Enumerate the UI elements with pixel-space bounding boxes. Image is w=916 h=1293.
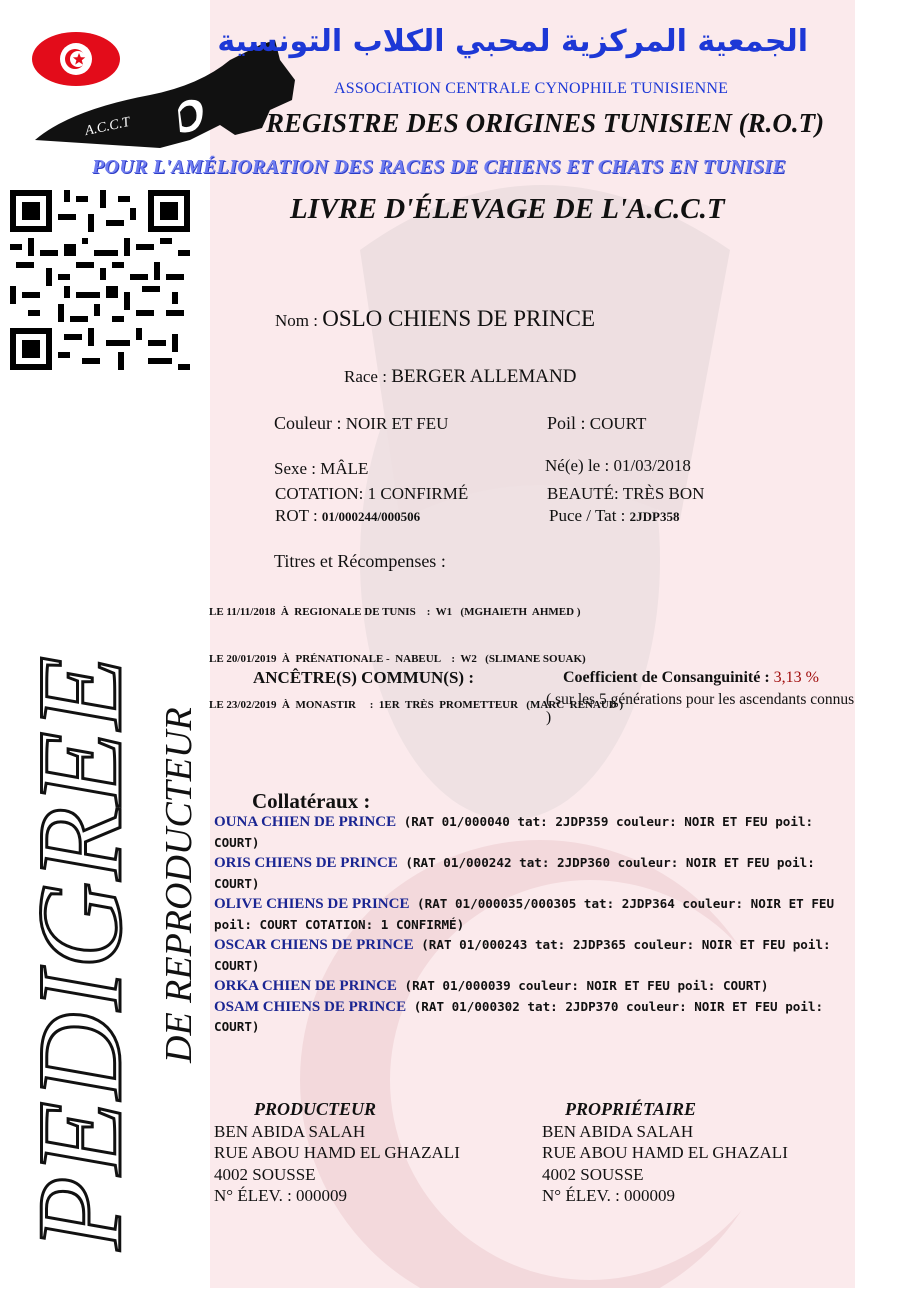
born-label: Né(e) le : (545, 456, 610, 475)
name-label: Nom : (275, 311, 318, 330)
qr-code-icon (10, 190, 190, 370)
coefficient-row (563, 669, 819, 687)
color-value: NOIR ET FEU (345, 414, 449, 433)
list-item (214, 935, 838, 976)
producer-title: PRODUCTEUR (254, 1099, 377, 1119)
coat-label: Poil : (547, 413, 586, 433)
sex-value: MÂLE (320, 459, 369, 478)
collateral-details: (RAT 01/000302 tat: 2JDP370 couleur: NOIR ET FEU poil: COURT) (214, 998, 824, 1034)
registry-title: REGISTRE DES ORIGINES TUNISIEN (R.O.T) (266, 108, 825, 138)
list-item (214, 997, 838, 1038)
coefficient-label: Coefficient de Consanguinité : (563, 669, 770, 686)
producer-city: 4002 SOUSSE (214, 1164, 316, 1184)
collaterals-label: Collatéraux : (252, 789, 371, 813)
coefficient-note: ( sur les 5 générations pour les ascendants connus ) (546, 691, 855, 726)
association-name: ASSOCIATION CENTRALE CYNOPHILE TUNISIENNE (334, 80, 729, 97)
tagline: POUR L'AMÉLIORATION DES RACES DE CHIENS ET CHATS EN TUNISIE (92, 156, 786, 178)
awards-label: Titres et Récompenses : (274, 551, 446, 571)
owner-block (542, 1099, 788, 1207)
logo-text: A.C.C.T (83, 114, 132, 140)
award-item: LE 11/11/2018 À REGIONALE DE TUNIS : W1 (MGHAIETH AHMED ) (209, 606, 581, 618)
born-value: 01/03/2018 (613, 456, 691, 475)
award-item: LE 20/01/2019 À PRÉNATIONALE - NABEUL : W2 (SLIMANE SOUAK) (209, 652, 586, 665)
color-label: Couleur : (274, 413, 342, 433)
chip-label: Puce / Tat : (549, 506, 626, 525)
list-item (214, 853, 838, 894)
dog-name: OSLO CHIENS DE PRINCE (322, 306, 596, 331)
list-item (214, 894, 838, 935)
reproducer-subtitle: DE REPRODUCTEUR (158, 707, 200, 1063)
owner-city: 4002 SOUSSE (542, 1164, 644, 1184)
collaterals-list (214, 812, 838, 1038)
rot-row (275, 506, 420, 526)
producer-name: BEN ABIDA SALAH (214, 1121, 366, 1141)
breed-label: Race : (344, 367, 387, 386)
arabic-title: الجمعية المركزية لمحبي الكلاب التونسية (217, 24, 808, 59)
beauty: BEAUTÉ: TRÈS BON (547, 484, 705, 503)
collateral-name: OSAM CHIENS DE PRINCE (214, 998, 407, 1015)
color-row (274, 413, 448, 434)
collateral-name: OSCAR CHIENS DE PRINCE (214, 937, 414, 953)
pedigree-title: PEDIGREE (13, 654, 146, 1250)
collateral-name: ORIS CHIENS DE PRINCE (214, 855, 398, 871)
producer-address: RUE ABOU HAMD EL GHAZALI (214, 1143, 460, 1162)
sex-label: Sexe : (274, 459, 317, 478)
award-item: LE 23/02/2019 À MONASTIR : 1ER TRÈS PROMETTEUR (MARC RENAUD ) (209, 699, 624, 711)
collateral-name: OUNA CHIEN DE PRINCE (214, 814, 397, 830)
collateral-details: (RAT 01/000040 tat: 2JDP359 couleur: NOIR ET FEU poil: COURT) (214, 814, 814, 850)
breed-value: BERGER ALLEMAND (391, 366, 577, 387)
rot-label: ROT : (275, 506, 318, 525)
coat-value: COURT (589, 414, 647, 433)
collateral-details: (RAT 01/000242 tat: 2JDP360 couleur: NOIR ET FEU poil: COURT) (214, 855, 815, 891)
owner-title: PROPRIÉTAIRE (565, 1099, 697, 1119)
common-ancestors-label: ANCÊTRE(S) COMMUN(S) : (253, 668, 474, 687)
producer-number: N° ÉLEV. : 000009 (214, 1186, 348, 1205)
list-item (214, 976, 838, 997)
breed-row (344, 366, 576, 388)
collateral-name: ORKA CHIEN DE PRINCE (214, 978, 397, 994)
owner-name: BEN ABIDA SALAH (542, 1121, 694, 1141)
list-item (214, 812, 838, 853)
coat-row (547, 413, 646, 434)
born-row (545, 456, 691, 476)
sex-row (274, 459, 368, 479)
collateral-details: (RAT 01/000243 tat: 2JDP365 couleur: NOIR ET FEU poil: COURT) (214, 937, 831, 973)
owner-number: N° ÉLEV. : 000009 (542, 1186, 676, 1205)
book-title: LIVRE D'ÉLEVAGE DE L'A.C.C.T (290, 193, 725, 225)
owner-address: RUE ABOU HAMD EL GHAZALI (542, 1143, 788, 1162)
chip-row (549, 506, 680, 526)
name-row (275, 306, 595, 332)
coefficient-value: 3,13 % (773, 669, 819, 686)
chip-value: 2JDP358 (629, 509, 680, 524)
collateral-details: (RAT 01/000035/000305 tat: 2JDP364 couleur: NOIR ET FEU poil: COURT COTATION: 1 CONFIRMÉ) (214, 896, 835, 932)
collateral-details: (RAT 01/000039 couleur: NOIR ET FEU poil: COURT) (396, 978, 769, 993)
cotation: COTATION: 1 CONFIRMÉ (275, 484, 469, 503)
collateral-name: OLIVE CHIENS DE PRINCE (214, 896, 410, 912)
producer-block (214, 1099, 460, 1207)
rot-value: 01/000244/000506 (321, 509, 421, 524)
